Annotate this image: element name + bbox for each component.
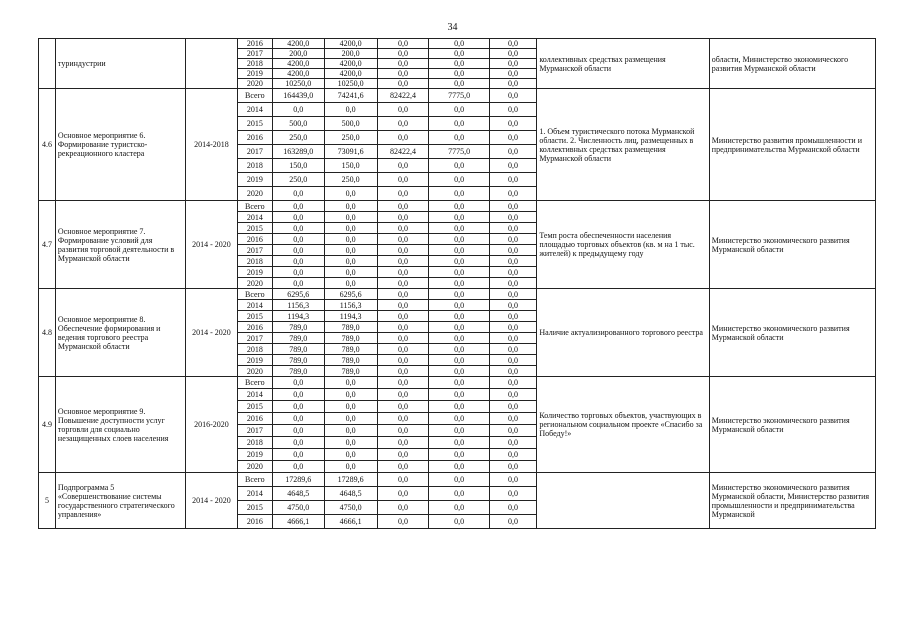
- value-cell: 0,0: [377, 389, 429, 401]
- value-cell: 0,0: [429, 278, 489, 289]
- year-cell: Всего: [237, 289, 272, 300]
- value-cell: 0,0: [377, 355, 429, 366]
- value-cell: 250,0: [324, 131, 377, 145]
- value-cell: 200,0: [324, 49, 377, 59]
- value-cell: 0,0: [377, 212, 429, 223]
- value-cell: 4648,5: [324, 487, 377, 501]
- value-cell: 0,0: [272, 437, 324, 449]
- year-cell: 2015: [237, 223, 272, 234]
- value-cell: 0,0: [377, 366, 429, 377]
- item-number: 4.8: [39, 289, 56, 377]
- item-executor: Министерство развития промышленности и предпринимательства Мурманской области: [709, 89, 875, 201]
- value-cell: 0,0: [377, 289, 429, 300]
- year-cell: 2020: [237, 366, 272, 377]
- item-indicator: коллективных средствах размещения Мурманской области: [537, 39, 709, 89]
- value-cell: 0,0: [429, 212, 489, 223]
- value-cell: 0,0: [489, 377, 537, 389]
- value-cell: 0,0: [324, 278, 377, 289]
- year-cell: 2014: [237, 487, 272, 501]
- value-cell: 0,0: [489, 39, 537, 49]
- value-cell: 74241,6: [324, 89, 377, 103]
- value-cell: 0,0: [272, 212, 324, 223]
- value-cell: 0,0: [272, 401, 324, 413]
- value-cell: 0,0: [489, 89, 537, 103]
- value-cell: 250,0: [324, 173, 377, 187]
- value-cell: 0,0: [324, 256, 377, 267]
- value-cell: 0,0: [324, 461, 377, 473]
- value-cell: 0,0: [489, 187, 537, 201]
- value-cell: 0,0: [429, 117, 489, 131]
- value-cell: 0,0: [377, 344, 429, 355]
- value-cell: 0,0: [272, 256, 324, 267]
- value-cell: 200,0: [272, 49, 324, 59]
- value-cell: 0,0: [324, 389, 377, 401]
- value-cell: 0,0: [377, 256, 429, 267]
- value-cell: 0,0: [429, 501, 489, 515]
- item-executor: Министерство экономического развития Мурманской области: [709, 377, 875, 473]
- value-cell: 4200,0: [324, 69, 377, 79]
- value-cell: 0,0: [429, 159, 489, 173]
- year-cell: 2017: [237, 245, 272, 256]
- value-cell: 0,0: [377, 425, 429, 437]
- value-cell: 10250,0: [324, 79, 377, 89]
- value-cell: 0,0: [272, 389, 324, 401]
- budget-table: [38, 38, 876, 529]
- value-cell: 0,0: [489, 355, 537, 366]
- year-cell: 2017: [237, 333, 272, 344]
- item-number: 4.7: [39, 201, 56, 289]
- value-cell: 0,0: [377, 49, 429, 59]
- value-cell: 789,0: [272, 322, 324, 333]
- value-cell: 0,0: [489, 413, 537, 425]
- value-cell: 0,0: [324, 437, 377, 449]
- value-cell: 150,0: [324, 159, 377, 173]
- value-cell: 0,0: [489, 59, 537, 69]
- value-cell: 0,0: [324, 425, 377, 437]
- year-cell: 2019: [237, 69, 272, 79]
- value-cell: 0,0: [489, 79, 537, 89]
- value-cell: 0,0: [272, 278, 324, 289]
- value-cell: 0,0: [272, 234, 324, 245]
- value-cell: 0,0: [429, 201, 489, 212]
- item-executor: Министерство экономического развития Мурманской области, Министерство развития промышленности и предпринимательства Мурманской: [709, 473, 875, 529]
- item-name: туриндустрии: [55, 39, 185, 89]
- table-row: [39, 473, 876, 487]
- value-cell: 6295,6: [272, 289, 324, 300]
- year-cell: 2015: [237, 117, 272, 131]
- value-cell: 0,0: [489, 173, 537, 187]
- value-cell: 0,0: [324, 103, 377, 117]
- value-cell: 0,0: [489, 311, 537, 322]
- value-cell: 0,0: [429, 322, 489, 333]
- value-cell: 0,0: [489, 333, 537, 344]
- value-cell: 0,0: [377, 79, 429, 89]
- value-cell: 789,0: [324, 344, 377, 355]
- value-cell: 0,0: [324, 234, 377, 245]
- value-cell: 0,0: [429, 311, 489, 322]
- value-cell: 0,0: [272, 201, 324, 212]
- value-cell: 0,0: [489, 389, 537, 401]
- value-cell: 17289,6: [324, 473, 377, 487]
- table-row: [39, 39, 876, 49]
- value-cell: 0,0: [429, 413, 489, 425]
- page-number: 34: [447, 22, 458, 33]
- year-cell: 2017: [237, 145, 272, 159]
- value-cell: 0,0: [324, 212, 377, 223]
- value-cell: 0,0: [429, 515, 489, 529]
- value-cell: 0,0: [377, 333, 429, 344]
- value-cell: 0,0: [377, 245, 429, 256]
- value-cell: 1156,3: [272, 300, 324, 311]
- value-cell: 0,0: [489, 278, 537, 289]
- value-cell: 0,0: [377, 69, 429, 79]
- value-cell: 0,0: [324, 267, 377, 278]
- value-cell: 0,0: [429, 79, 489, 89]
- item-period: 2014 - 2020: [186, 473, 238, 529]
- value-cell: 0,0: [377, 59, 429, 69]
- value-cell: 0,0: [377, 187, 429, 201]
- value-cell: 0,0: [489, 234, 537, 245]
- value-cell: 0,0: [377, 413, 429, 425]
- year-cell: 2016: [237, 234, 272, 245]
- value-cell: 0,0: [489, 256, 537, 267]
- value-cell: 0,0: [272, 425, 324, 437]
- value-cell: 0,0: [429, 389, 489, 401]
- value-cell: 0,0: [489, 49, 537, 59]
- value-cell: 0,0: [377, 437, 429, 449]
- value-cell: 4750,0: [324, 501, 377, 515]
- item-name: Основное мероприятие 7. Формирование условий для развития торговой деятельности в Мурманской области: [55, 201, 185, 289]
- year-cell: 2015: [237, 311, 272, 322]
- value-cell: 789,0: [324, 322, 377, 333]
- value-cell: 0,0: [377, 322, 429, 333]
- value-cell: 0,0: [429, 103, 489, 117]
- value-cell: 0,0: [272, 449, 324, 461]
- value-cell: 0,0: [429, 245, 489, 256]
- value-cell: 789,0: [272, 344, 324, 355]
- value-cell: 0,0: [429, 49, 489, 59]
- value-cell: 0,0: [272, 187, 324, 201]
- value-cell: 0,0: [429, 69, 489, 79]
- item-indicator: Темп роста обеспеченности населения площадью торговых объектов (кв. м на 1 тыс. жителей) к предыдущему году: [537, 201, 709, 289]
- value-cell: 0,0: [324, 223, 377, 234]
- value-cell: 17289,6: [272, 473, 324, 487]
- year-cell: 2018: [237, 344, 272, 355]
- year-cell: 2015: [237, 401, 272, 413]
- value-cell: 0,0: [429, 173, 489, 187]
- year-cell: 2019: [237, 173, 272, 187]
- value-cell: 0,0: [429, 355, 489, 366]
- value-cell: 4200,0: [272, 69, 324, 79]
- value-cell: 0,0: [489, 212, 537, 223]
- item-number: 4.9: [39, 377, 56, 473]
- value-cell: 0,0: [489, 473, 537, 487]
- value-cell: 0,0: [429, 344, 489, 355]
- value-cell: 0,0: [429, 289, 489, 300]
- value-cell: 0,0: [377, 515, 429, 529]
- item-period: 2014-2018: [186, 89, 238, 201]
- value-cell: 163289,0: [272, 145, 324, 159]
- item-number: 5: [39, 473, 56, 529]
- value-cell: 0,0: [489, 515, 537, 529]
- value-cell: 0,0: [272, 461, 324, 473]
- value-cell: 0,0: [429, 333, 489, 344]
- year-cell: 2018: [237, 437, 272, 449]
- value-cell: 150,0: [272, 159, 324, 173]
- value-cell: 0,0: [377, 311, 429, 322]
- value-cell: 82422,4: [377, 145, 429, 159]
- value-cell: 250,0: [272, 131, 324, 145]
- value-cell: 0,0: [429, 473, 489, 487]
- table-row: [39, 201, 876, 212]
- value-cell: 0,0: [272, 267, 324, 278]
- value-cell: 7775,0: [429, 89, 489, 103]
- value-cell: 0,0: [377, 234, 429, 245]
- value-cell: 7775,0: [429, 145, 489, 159]
- value-cell: 0,0: [489, 401, 537, 413]
- value-cell: 0,0: [377, 173, 429, 187]
- value-cell: 0,0: [429, 131, 489, 145]
- value-cell: 0,0: [429, 437, 489, 449]
- value-cell: 0,0: [429, 487, 489, 501]
- value-cell: 789,0: [324, 355, 377, 366]
- table-row: [39, 377, 876, 389]
- value-cell: 164439,0: [272, 89, 324, 103]
- value-cell: 0,0: [429, 256, 489, 267]
- value-cell: 0,0: [429, 377, 489, 389]
- value-cell: 82422,4: [377, 89, 429, 103]
- year-cell: 2018: [237, 256, 272, 267]
- value-cell: 1156,3: [324, 300, 377, 311]
- value-cell: 0,0: [429, 401, 489, 413]
- value-cell: 0,0: [377, 401, 429, 413]
- value-cell: 0,0: [377, 377, 429, 389]
- value-cell: 0,0: [377, 159, 429, 173]
- year-cell: Всего: [237, 377, 272, 389]
- table-row: [39, 289, 876, 300]
- year-cell: 2019: [237, 355, 272, 366]
- value-cell: 1194,3: [272, 311, 324, 322]
- value-cell: 0,0: [324, 201, 377, 212]
- item-executor: Министерство экономического развития Мурманской области: [709, 201, 875, 289]
- value-cell: 0,0: [429, 187, 489, 201]
- value-cell: 0,0: [489, 322, 537, 333]
- value-cell: 0,0: [429, 366, 489, 377]
- item-name: Основное мероприятие 9. Повышение доступности услуг торговли для социально незащищенных слоев населения: [55, 377, 185, 473]
- value-cell: 0,0: [324, 377, 377, 389]
- value-cell: 250,0: [272, 173, 324, 187]
- value-cell: 0,0: [489, 487, 537, 501]
- table-row: [39, 89, 876, 103]
- year-cell: 2014: [237, 212, 272, 223]
- value-cell: 0,0: [429, 234, 489, 245]
- value-cell: 4200,0: [324, 39, 377, 49]
- value-cell: 500,0: [272, 117, 324, 131]
- value-cell: 4750,0: [272, 501, 324, 515]
- value-cell: 4200,0: [272, 59, 324, 69]
- year-cell: 2014: [237, 300, 272, 311]
- value-cell: 0,0: [377, 449, 429, 461]
- item-number: [39, 39, 56, 89]
- value-cell: 0,0: [489, 425, 537, 437]
- value-cell: 0,0: [489, 501, 537, 515]
- value-cell: 0,0: [324, 449, 377, 461]
- value-cell: 0,0: [489, 131, 537, 145]
- year-cell: Всего: [237, 201, 272, 212]
- value-cell: 0,0: [377, 39, 429, 49]
- value-cell: 0,0: [489, 461, 537, 473]
- value-cell: 0,0: [429, 39, 489, 49]
- year-cell: 2020: [237, 461, 272, 473]
- value-cell: 0,0: [377, 267, 429, 278]
- value-cell: 4666,1: [324, 515, 377, 529]
- value-cell: 0,0: [377, 300, 429, 311]
- item-period: [186, 39, 238, 89]
- value-cell: 0,0: [429, 223, 489, 234]
- value-cell: 0,0: [489, 437, 537, 449]
- value-cell: 0,0: [377, 487, 429, 501]
- value-cell: 0,0: [489, 145, 537, 159]
- year-cell: 2016: [237, 131, 272, 145]
- value-cell: 4200,0: [324, 59, 377, 69]
- item-period: 2014 - 2020: [186, 289, 238, 377]
- value-cell: 0,0: [272, 245, 324, 256]
- year-cell: 2016: [237, 39, 272, 49]
- value-cell: 0,0: [429, 425, 489, 437]
- value-cell: 4666,1: [272, 515, 324, 529]
- value-cell: 0,0: [324, 245, 377, 256]
- year-cell: 2020: [237, 278, 272, 289]
- year-cell: Всего: [237, 89, 272, 103]
- item-number: 4.6: [39, 89, 56, 201]
- year-cell: 2018: [237, 159, 272, 173]
- value-cell: 789,0: [272, 333, 324, 344]
- value-cell: 500,0: [324, 117, 377, 131]
- value-cell: 0,0: [489, 117, 537, 131]
- year-cell: 2019: [237, 449, 272, 461]
- value-cell: 0,0: [377, 131, 429, 145]
- year-cell: 2015: [237, 501, 272, 515]
- value-cell: 0,0: [377, 103, 429, 117]
- value-cell: 0,0: [429, 300, 489, 311]
- value-cell: 789,0: [272, 366, 324, 377]
- item-name: Подпрограмма 5 «Совершенствование системы государственного стратегического управления»: [55, 473, 185, 529]
- value-cell: 0,0: [377, 201, 429, 212]
- item-executor: Министерство экономического развития Мурманской области: [709, 289, 875, 377]
- value-cell: 0,0: [377, 473, 429, 487]
- value-cell: 0,0: [272, 377, 324, 389]
- value-cell: 0,0: [489, 159, 537, 173]
- item-name: Основное мероприятие 8. Обеспечение формирования и ведения торгового реестра Мурманской области: [55, 289, 185, 377]
- value-cell: 0,0: [324, 187, 377, 201]
- value-cell: 0,0: [489, 201, 537, 212]
- year-cell: 2016: [237, 515, 272, 529]
- year-cell: 2019: [237, 267, 272, 278]
- value-cell: 789,0: [272, 355, 324, 366]
- item-indicator: Количество торговых объектов, участвующих в региональном социальном проекте «Спасибо за Победу!»: [537, 377, 709, 473]
- value-cell: 0,0: [272, 103, 324, 117]
- year-cell: 2017: [237, 49, 272, 59]
- value-cell: 0,0: [489, 449, 537, 461]
- value-cell: 4200,0: [272, 39, 324, 49]
- value-cell: 0,0: [377, 278, 429, 289]
- value-cell: 0,0: [377, 461, 429, 473]
- item-name: Основное мероприятие 6. Формирование туристско-рекреационного кластера: [55, 89, 185, 201]
- item-indicator: 1. Объем туристического потока Мурманской области. 2. Численность лиц, размещенных в коллективных средствах размещения Мурманской области: [537, 89, 709, 201]
- value-cell: 0,0: [272, 223, 324, 234]
- value-cell: 0,0: [489, 69, 537, 79]
- item-indicator: [537, 473, 709, 529]
- value-cell: 1194,3: [324, 311, 377, 322]
- item-indicator: Наличие актуализированного торгового реестра: [537, 289, 709, 377]
- value-cell: 0,0: [377, 501, 429, 515]
- value-cell: 789,0: [324, 366, 377, 377]
- year-cell: 2020: [237, 79, 272, 89]
- item-period: 2016-2020: [186, 377, 238, 473]
- value-cell: 0,0: [489, 103, 537, 117]
- value-cell: 0,0: [324, 401, 377, 413]
- value-cell: 789,0: [324, 333, 377, 344]
- value-cell: 0,0: [489, 366, 537, 377]
- year-cell: 2020: [237, 187, 272, 201]
- value-cell: 0,0: [489, 300, 537, 311]
- item-period: 2014 - 2020: [186, 201, 238, 289]
- value-cell: 10250,0: [272, 79, 324, 89]
- value-cell: 0,0: [429, 59, 489, 69]
- year-cell: 2018: [237, 59, 272, 69]
- value-cell: 73091,6: [324, 145, 377, 159]
- value-cell: 0,0: [489, 245, 537, 256]
- value-cell: 0,0: [429, 461, 489, 473]
- year-cell: 2014: [237, 389, 272, 401]
- year-cell: 2016: [237, 322, 272, 333]
- value-cell: 0,0: [489, 223, 537, 234]
- value-cell: 0,0: [489, 267, 537, 278]
- value-cell: 0,0: [272, 413, 324, 425]
- item-executor: области, Министерство экономического развития Мурманской области: [709, 39, 875, 89]
- value-cell: 0,0: [377, 117, 429, 131]
- year-cell: 2017: [237, 425, 272, 437]
- year-cell: 2016: [237, 413, 272, 425]
- value-cell: 0,0: [429, 449, 489, 461]
- value-cell: 0,0: [377, 223, 429, 234]
- value-cell: 6295,6: [324, 289, 377, 300]
- value-cell: 4648,5: [272, 487, 324, 501]
- year-cell: Всего: [237, 473, 272, 487]
- year-cell: 2014: [237, 103, 272, 117]
- value-cell: 0,0: [489, 344, 537, 355]
- value-cell: 0,0: [429, 267, 489, 278]
- value-cell: 0,0: [489, 289, 537, 300]
- value-cell: 0,0: [324, 413, 377, 425]
